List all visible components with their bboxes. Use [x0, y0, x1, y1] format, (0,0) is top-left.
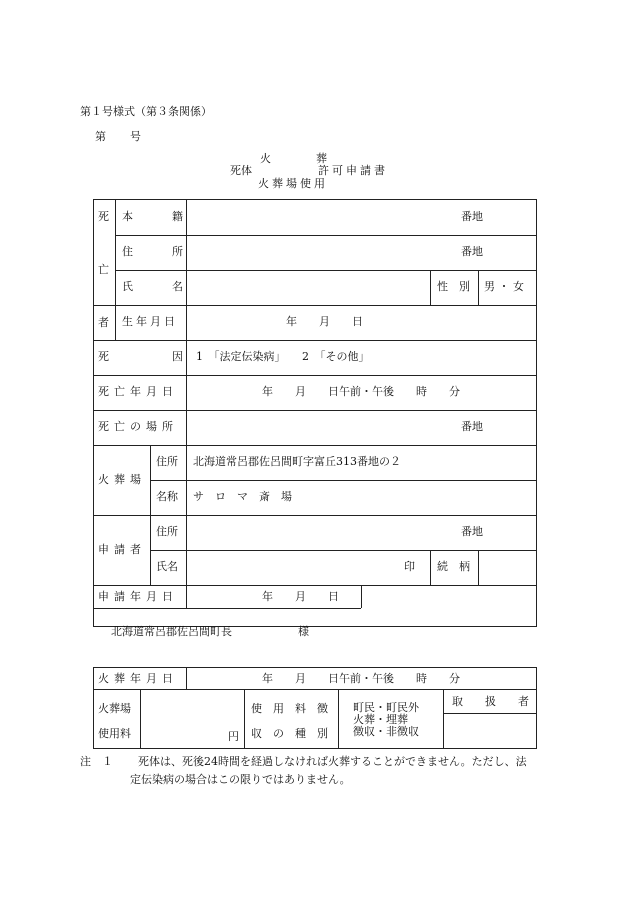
death-date-value: 年 月 日午前・午後 時 分 — [262, 385, 460, 398]
birth-label: 生年月日 — [122, 315, 178, 328]
honseki-label-a: 本 — [122, 210, 133, 223]
death-place-label: 死亡の場所 — [98, 420, 178, 433]
cause-label-b: 因 — [172, 350, 183, 363]
addressee-text: 北海道常呂郡佐呂間町長 — [111, 625, 232, 638]
applicant-address-label: 住所 — [156, 525, 178, 538]
cause-value: 1 「法定伝染病」 2 「その他」 — [196, 350, 370, 363]
title-bottom: 火葬場使用 — [258, 177, 328, 190]
death-place-value: 番地 — [461, 420, 483, 433]
fee-type-label-2: 収 の 種 別 — [251, 727, 328, 740]
seal-mark: 印 — [404, 560, 415, 573]
crematorium-address-label: 住所 — [156, 455, 178, 468]
cause-label-a: 死 — [98, 350, 109, 363]
doc-number-suffix: 号 — [130, 130, 141, 143]
fee-currency: 円 — [228, 730, 239, 743]
crematorium-name-label: 名称 — [156, 490, 178, 503]
birth-value: 年 月 日 — [286, 315, 363, 328]
deceased-group-label-3: 者 — [98, 316, 109, 329]
deceased-group-label-2: 亡 — [98, 263, 109, 276]
fee-type-label-1: 使 用 料 徴 — [251, 702, 328, 715]
cremation-date-label: 火葬年月日 — [98, 672, 178, 685]
applicant-label: 申請者 — [98, 543, 146, 556]
address-value: 番地 — [461, 245, 483, 258]
title-top-b: 葬 — [316, 152, 327, 165]
cremation-date-value: 年 月 日午前・午後 時 分 — [262, 672, 460, 685]
application-date-label: 申請年月日 — [98, 590, 178, 603]
applicant-address-value: 番地 — [461, 525, 483, 538]
addressee-honorific: 様 — [298, 625, 309, 638]
fee-type-value-2: 火葬・埋葬 — [353, 713, 408, 726]
honseki-value: 番地 — [461, 210, 483, 223]
doc-number-prefix: 第 — [95, 130, 106, 143]
crematorium-address-value: 北海道常呂郡佐呂間町字富丘313番地の２ — [193, 455, 401, 468]
name-label-a: 氏 — [122, 280, 133, 293]
sex-value: 男 ・ 女 — [484, 280, 524, 293]
deceased-group-label-1: 死 — [98, 210, 109, 223]
fee-type-value-3: 徴収・非徴収 — [353, 725, 419, 738]
note-prefix: 注 １ — [80, 755, 113, 768]
application-date-value: 年 月 日 — [262, 590, 339, 603]
sex-label: 性 別 — [437, 280, 470, 293]
crematorium-name-value: サ ロ マ 斎 場 — [193, 490, 292, 503]
title-top-a: 火 — [260, 152, 271, 165]
fee-type-value-1: 町民・町民外 — [353, 701, 419, 714]
fee-label-2: 使用料 — [98, 727, 131, 740]
crematorium-label: 火葬場 — [98, 473, 146, 486]
address-label-a: 住 — [122, 245, 133, 258]
death-date-label: 死亡年月日 — [98, 385, 178, 398]
form-number: 第１号様式（第３条関係） — [80, 105, 212, 118]
fee-label-1: 火葬場 — [98, 702, 131, 715]
name-label-b: 名 — [172, 280, 183, 293]
honseki-label-b: 籍 — [172, 210, 183, 223]
title-prefix: 死体 — [230, 164, 252, 177]
note-line-1: 死体は、死後24時間を経過しなければ火葬することができません。ただし、法 — [138, 755, 527, 768]
address-label-b: 所 — [172, 245, 183, 258]
relation-label: 続 柄 — [437, 560, 470, 573]
handler-label: 取 扱 者 — [452, 695, 529, 708]
applicant-name-label: 氏名 — [156, 560, 178, 573]
note-line-2: 定伝染病の場合はこの限りではありません。 — [130, 773, 351, 786]
title-suffix: 許可申請書 — [318, 164, 388, 177]
